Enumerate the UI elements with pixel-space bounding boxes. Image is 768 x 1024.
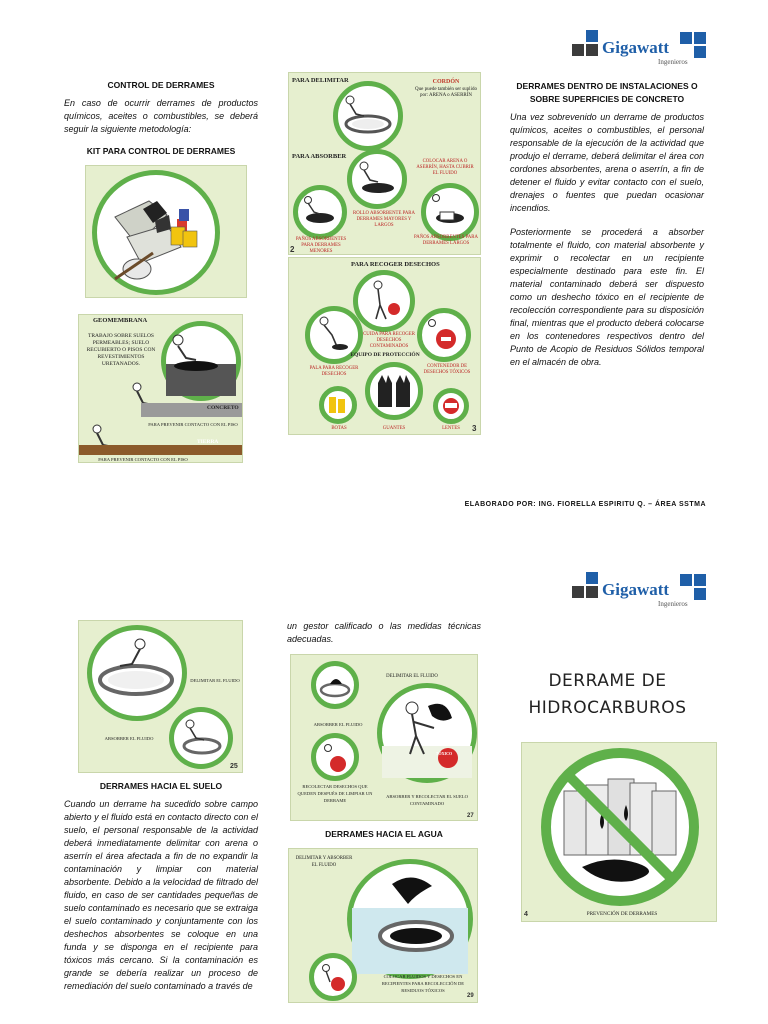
limpiar-ring-1	[311, 661, 359, 709]
limpiar-toxico-label: TÓXICO	[435, 751, 453, 756]
logo-subtitle: Ingenieros	[658, 600, 688, 608]
spill-kit-icon	[97, 175, 215, 290]
suelo-cap1: DELIMITAR EL FLUIDO	[190, 678, 240, 683]
suelo-ring-1	[87, 625, 187, 721]
cordon-label: CORDÓN	[432, 79, 460, 85]
absorber-cap2: ROLLO ABSORBENTE PARA DERRAMES MAYORES Y LARGOS	[353, 211, 415, 228]
lentes-label: LENTES	[442, 426, 460, 431]
agua-cap1: DELIMITAR Y ABSORBER EL FLUIDO	[295, 856, 353, 868]
desechos-cap3: CONTENEDOR DE DESECHOS TÓXICOS	[423, 364, 471, 375]
geomembrana-cap2: PARA PREVENIR CONTACTO CON EL PISO	[98, 457, 188, 462]
page-number: 2	[290, 245, 295, 254]
kit-ring	[92, 170, 220, 295]
derrame-title-line1: DERRAME DE	[548, 671, 667, 691]
recoger-desechos-panel	[288, 257, 481, 435]
page-number: 27	[467, 813, 474, 819]
guantes-ring	[365, 362, 423, 420]
logo-square-icon	[680, 32, 692, 44]
toxic-container-icon	[422, 313, 466, 357]
instalaciones-title: DERRAMES DENTRO DE INSTALACIONES O SOBRE SUPERFICIES DE CONCRETO	[516, 81, 698, 104]
absorber-cap4: PAÑOS ABSORBENTES PARA DERRAMES MENORES	[295, 237, 347, 254]
absorber-cap1: COLOCAR ARENA O ASERRÍN, HASTA CUBRIR EL FLUIDO	[416, 159, 474, 176]
logo-name: Gigawatt	[602, 580, 670, 599]
desechos-cap1: CUIDA PARA RECOGER DESECHOS CONTAMINADOS	[363, 332, 415, 349]
absorber-cap3: PAÑOS ABSORBENTES PARA DERRAMES LARGOS	[414, 235, 478, 246]
botas-ring	[319, 386, 357, 424]
botas-label: BOTAS	[331, 426, 347, 431]
limpiar-ring-big	[377, 683, 477, 783]
equipo-proteccion-label: EQUIPO DE PROTECCIÓN	[350, 352, 420, 358]
limpiar-panel	[290, 654, 478, 821]
page-number: 29	[467, 993, 474, 999]
suelo-ring-2	[169, 707, 233, 769]
instalaciones-p2: Posteriormente se procederá a absorber totalmente el fluido, con material absorbente y exprimir o recolectar en un recipiente especialmente destinado para este fin. El material contaminado deberá ser dispuesto como un deshecho tóxico en el recipiente de recolección correspondiente para su disposición final, mientras que el producto deberá colocarse en los contenedores respectivos dentro del Punto de Acopio de Residuos Sólidos temporal en el almacén de obra.	[510, 227, 704, 367]
geomembrana-title: GEOMEMBRANA	[93, 317, 148, 324]
kit-title: KIT PARA CONTROL DE DERRAMES	[86, 146, 236, 156]
absorber-ring-2	[293, 185, 347, 239]
limpiar-cap1: DELIMITAR EL FLUIDO	[386, 674, 438, 679]
toxic-container-small-icon	[314, 958, 352, 996]
delimitar-ring	[333, 81, 403, 151]
concreto-label: CONCRETO	[207, 405, 239, 411]
suelo-cap2: ABSORBER EL FLUIDO	[104, 736, 154, 741]
limpiar-cap2: ABSORBER EL FLUIDO	[313, 722, 363, 727]
geomembrana-note: TRABAJO SOBRE SUELOS PERMEABLES; SUELO RECUBIERTO O PISOS CON REVESTIMIENTOS URETANADOS.	[86, 333, 156, 367]
logo-square-icon	[694, 588, 706, 600]
desechos-ring-1	[353, 270, 415, 332]
control-derrames-intro: En caso de ocurrir derrames de productos químicos, aceites o combustibles, se deberá seguir la siguiente metodología:	[64, 98, 258, 134]
cordon-icon	[338, 86, 398, 146]
cordon-note: Que puede también ser suplido por: ARENA o ASERRÍN	[415, 87, 477, 98]
lentes-ring	[433, 388, 469, 424]
kit-panel	[85, 165, 247, 298]
suelo-title: DERRAMES HACIA EL SUELO	[99, 781, 223, 791]
recoger-desechos-title: PARA RECOGER DESECHOS	[351, 261, 440, 268]
absorber-ring-3	[421, 183, 479, 241]
agua-panel	[288, 848, 478, 1003]
para-delimitar-label: PARA DELIMITAR	[292, 77, 349, 84]
agua-cap2: COLOCAR FLUIDOS Y DESECHOS EN RECIPIENTES PARA RECOLECCIÓN DE RESIDUOS TÓXICOS	[381, 974, 465, 993]
page-number: 4	[524, 911, 528, 918]
tierra-label: TIERRA	[197, 439, 219, 445]
limpiar-cap3: RECOLECTAR DESECHOS QUE QUEDEN DESPUÉS DE LIMPIAR UN DERRAME	[297, 784, 373, 803]
absorb-fluid-icon	[174, 712, 228, 764]
logo-square-icon	[586, 572, 598, 584]
tierra-strip	[79, 445, 243, 455]
page-number: 3	[472, 424, 477, 433]
agua-title: DERRAMES HACIA EL AGUA	[325, 829, 443, 839]
derrame-title-line2: HIDROCARBUROS	[528, 698, 687, 718]
logo-square-icon	[572, 586, 584, 598]
agua-ring-small	[309, 953, 357, 1001]
limpiar-cap4: ABSORBER Y RECOLECTAR EL SUELO CONTAMINADO	[386, 794, 468, 806]
prevencion-cap: PREVENCIÓN DE DERRAMES	[586, 911, 658, 917]
logo-subtitle: Ingenieros	[658, 58, 688, 66]
geomembrana-panel	[78, 314, 243, 463]
instalaciones-p1: Una vez sobrevenido un derrame de productos químicos, aceites o combustibles, el personal responsable de la ejecución de la actividad que produjo el derrame, deberá delimitar el área con cordones absorbentes, arena o aserrín, a fin de detener el fluido y evitar contacto con el suelo, drenajes o fuentes que puedan ocasionar incendios.	[510, 112, 704, 213]
geomembrana-cap1: PARA PREVENIR CONTACTO CON EL PISO	[148, 422, 238, 427]
gloves-icon	[370, 367, 418, 415]
logo-square-icon	[694, 574, 706, 586]
no-spill-icon	[522, 743, 717, 922]
logo-square-icon	[694, 32, 706, 44]
page-number: 25	[230, 763, 238, 770]
logo-square-icon	[680, 574, 692, 586]
desechos-cap2: PALA PARA RECOGER DESECHOS	[309, 366, 359, 377]
goggles-icon	[438, 393, 464, 419]
worker-shovel-icon	[358, 275, 410, 327]
limpiar-ring-2	[311, 733, 359, 781]
absorbent-roll-icon	[298, 190, 342, 234]
elaborado-por-footer: ELABORADO POR: ING. FIORELLA ESPIRITU Q. – ÁREA SSTMA	[464, 501, 706, 508]
suelo-text: Cuando un derrame ha sucedido sobre campo abierto y el fluido está en contacto directo con el suelo, el personal responsable de la actividad deberá inmediatamente delimitar con arena o aserrín el área afectada a fin de no expandir la contaminación y limpiar con material absorbente. Debido a la velocidad de filtrado del fluido, en caso de ser cantidades pequeñas de suelo contaminado es necesario que se extraiga el suelo contaminado y conjuntamente con los deshechos absorbentes se coloque en una funda y se disponga en el recipiente para tóxicos más cercano. Si la contaminación es grande se debería realizar un proceso de remediación del suelo contaminado a través de	[64, 799, 258, 991]
logo-square-icon	[694, 46, 706, 58]
absorber-ring-1	[347, 149, 407, 209]
desechos-ring-3	[417, 308, 471, 362]
gigawatt-logo	[572, 30, 707, 74]
water-spill-icon	[352, 864, 468, 974]
logo-name: Gigawatt	[602, 38, 670, 57]
worker-collect-icon	[382, 688, 472, 778]
toxic-bag-icon	[316, 738, 354, 776]
logo-square-icon	[586, 44, 598, 56]
worker-absorb-icon	[352, 154, 402, 204]
absorbent-pad-icon	[426, 188, 474, 236]
delimitar-absorber-panel	[288, 72, 481, 255]
control-derrames-title: CONTROL DE DERRAMES	[107, 80, 215, 90]
para-absorber-label: PARA ABSORBER	[292, 153, 347, 160]
delimit-small-icon	[316, 666, 354, 704]
logo-square-icon	[586, 30, 598, 42]
boots-icon	[324, 391, 352, 419]
agua-ring-big	[347, 859, 473, 979]
prevencion-panel	[521, 742, 717, 922]
guantes-label: GUANTES	[382, 426, 406, 431]
logo-square-icon	[572, 44, 584, 56]
logo-square-icon	[586, 586, 598, 598]
gestor-text: un gestor calificado o las medidas técnicas adecuadas.	[287, 621, 481, 644]
gigawatt-logo	[572, 572, 707, 616]
delimit-ring-icon	[92, 630, 182, 716]
suelo-panel	[78, 620, 243, 773]
